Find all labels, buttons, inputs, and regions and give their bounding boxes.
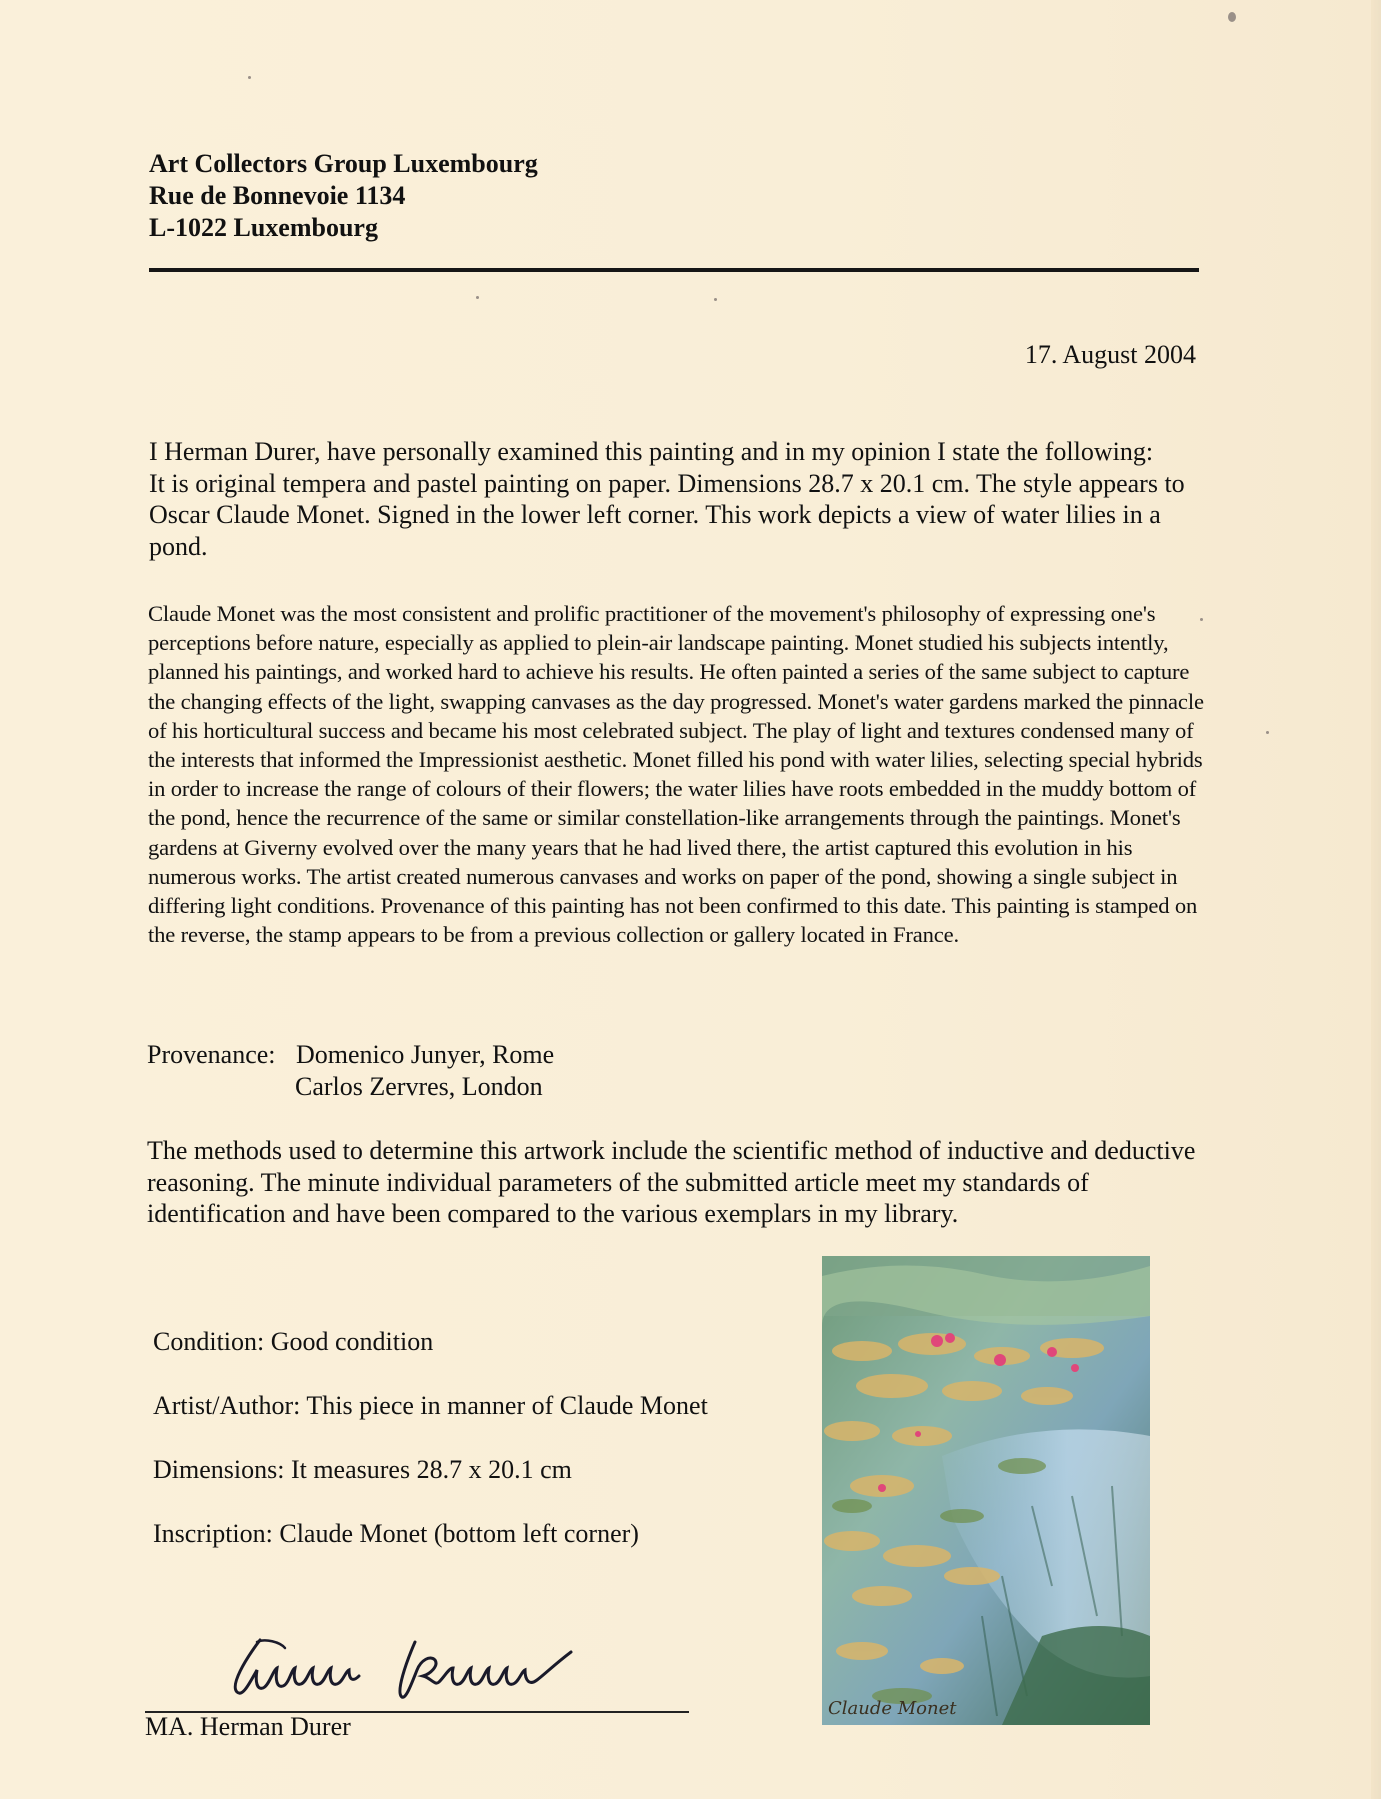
condition-line: Condition: Good condition bbox=[153, 1327, 434, 1356]
provenance-entry: Carlos Zervres, London bbox=[295, 1072, 543, 1101]
painting-signature: Claude Monet bbox=[828, 1698, 957, 1719]
intro-section bbox=[149, 436, 1209, 562]
details-list bbox=[153, 1326, 708, 1582]
inscription-line: Inscription: Claude Monet (bottom left corner) bbox=[153, 1519, 639, 1548]
water-lilies-painting bbox=[822, 1256, 1150, 1725]
provenance-section bbox=[147, 1039, 554, 1103]
paper-edge bbox=[1371, 0, 1381, 1799]
body-paragraph: Claude Monet was the most consistent and prolific practitioner of the movement's philosophy of expressing one's perceptions before nature, especially as applied to plein-air landscape painting. Monet studied his subjects intently, planned his paintings, and worked hard to achieve his results. He often painted a series of the same subject to capture the changing effects of the light, swapping canvases as the day progressed. Monet's water gardens marked the pinnacle of his horticultural success and became his most celebrated subject. The play of light and textures condensed many of the interests that informed the Impressionist aesthetic. Monet filled his pond with water lilies, selecting special hybrids in order to increase the range of colours of their flowers; the water lilies have roots embedded in the muddy bottom of the pond, hence the recurrence of the same or similar constellation-like arrangements through the paintings. Monet's gardens at Giverny evolved over the many years that he had lived there, the artist captured this evolution in his numerous works. The artist created numerous canvases and works on paper of the pond, showing a single subject in differing light conditions. Provenance of this painting has not been confirmed to this date. This painting is stamped on the reverse, the stamp appears to be from a previous collection or gallery located in France. bbox=[148, 601, 1204, 948]
letter-date: 17. August 2004 bbox=[1024, 340, 1196, 369]
header-divider bbox=[149, 268, 1199, 272]
company-city: L-1022 Luxembourg bbox=[149, 213, 378, 242]
company-name: Art Collectors Group Luxembourg bbox=[149, 149, 538, 178]
signatory-name: MA. Herman Durer bbox=[145, 1712, 351, 1741]
handwritten-signature bbox=[225, 1630, 625, 1715]
provenance-entry: Domenico Junyer, Rome bbox=[296, 1040, 555, 1069]
intro-statement: I Herman Durer, have personally examined this painting and in my opinion I state the following: bbox=[149, 437, 1154, 466]
dimensions-line: Dimensions: It measures 28.7 x 20.1 cm bbox=[153, 1455, 572, 1484]
letterhead bbox=[149, 148, 538, 244]
company-street: Rue de Bonnevoie 1134 bbox=[149, 181, 406, 210]
intro-description: It is original tempera and pastel painting on paper. Dimensions 28.7 x 20.1 cm. The style appears to Oscar Claude Monet. Signed in the lower left corner. This work depicts a view of water lilies in a pond. bbox=[149, 468, 1185, 561]
artwork-image bbox=[822, 1256, 1150, 1725]
artist-line: Artist/Author: This piece in manner of Claude Monet bbox=[153, 1391, 708, 1420]
provenance-label: Provenance: bbox=[147, 1040, 276, 1069]
methods-paragraph: The methods used to determine this artwork include the scientific method of inductive and deductive reasoning. The minute individual parameters of the submitted article meet my standards of identification and have been compared to the various exemplars in my library. bbox=[147, 1136, 1196, 1228]
